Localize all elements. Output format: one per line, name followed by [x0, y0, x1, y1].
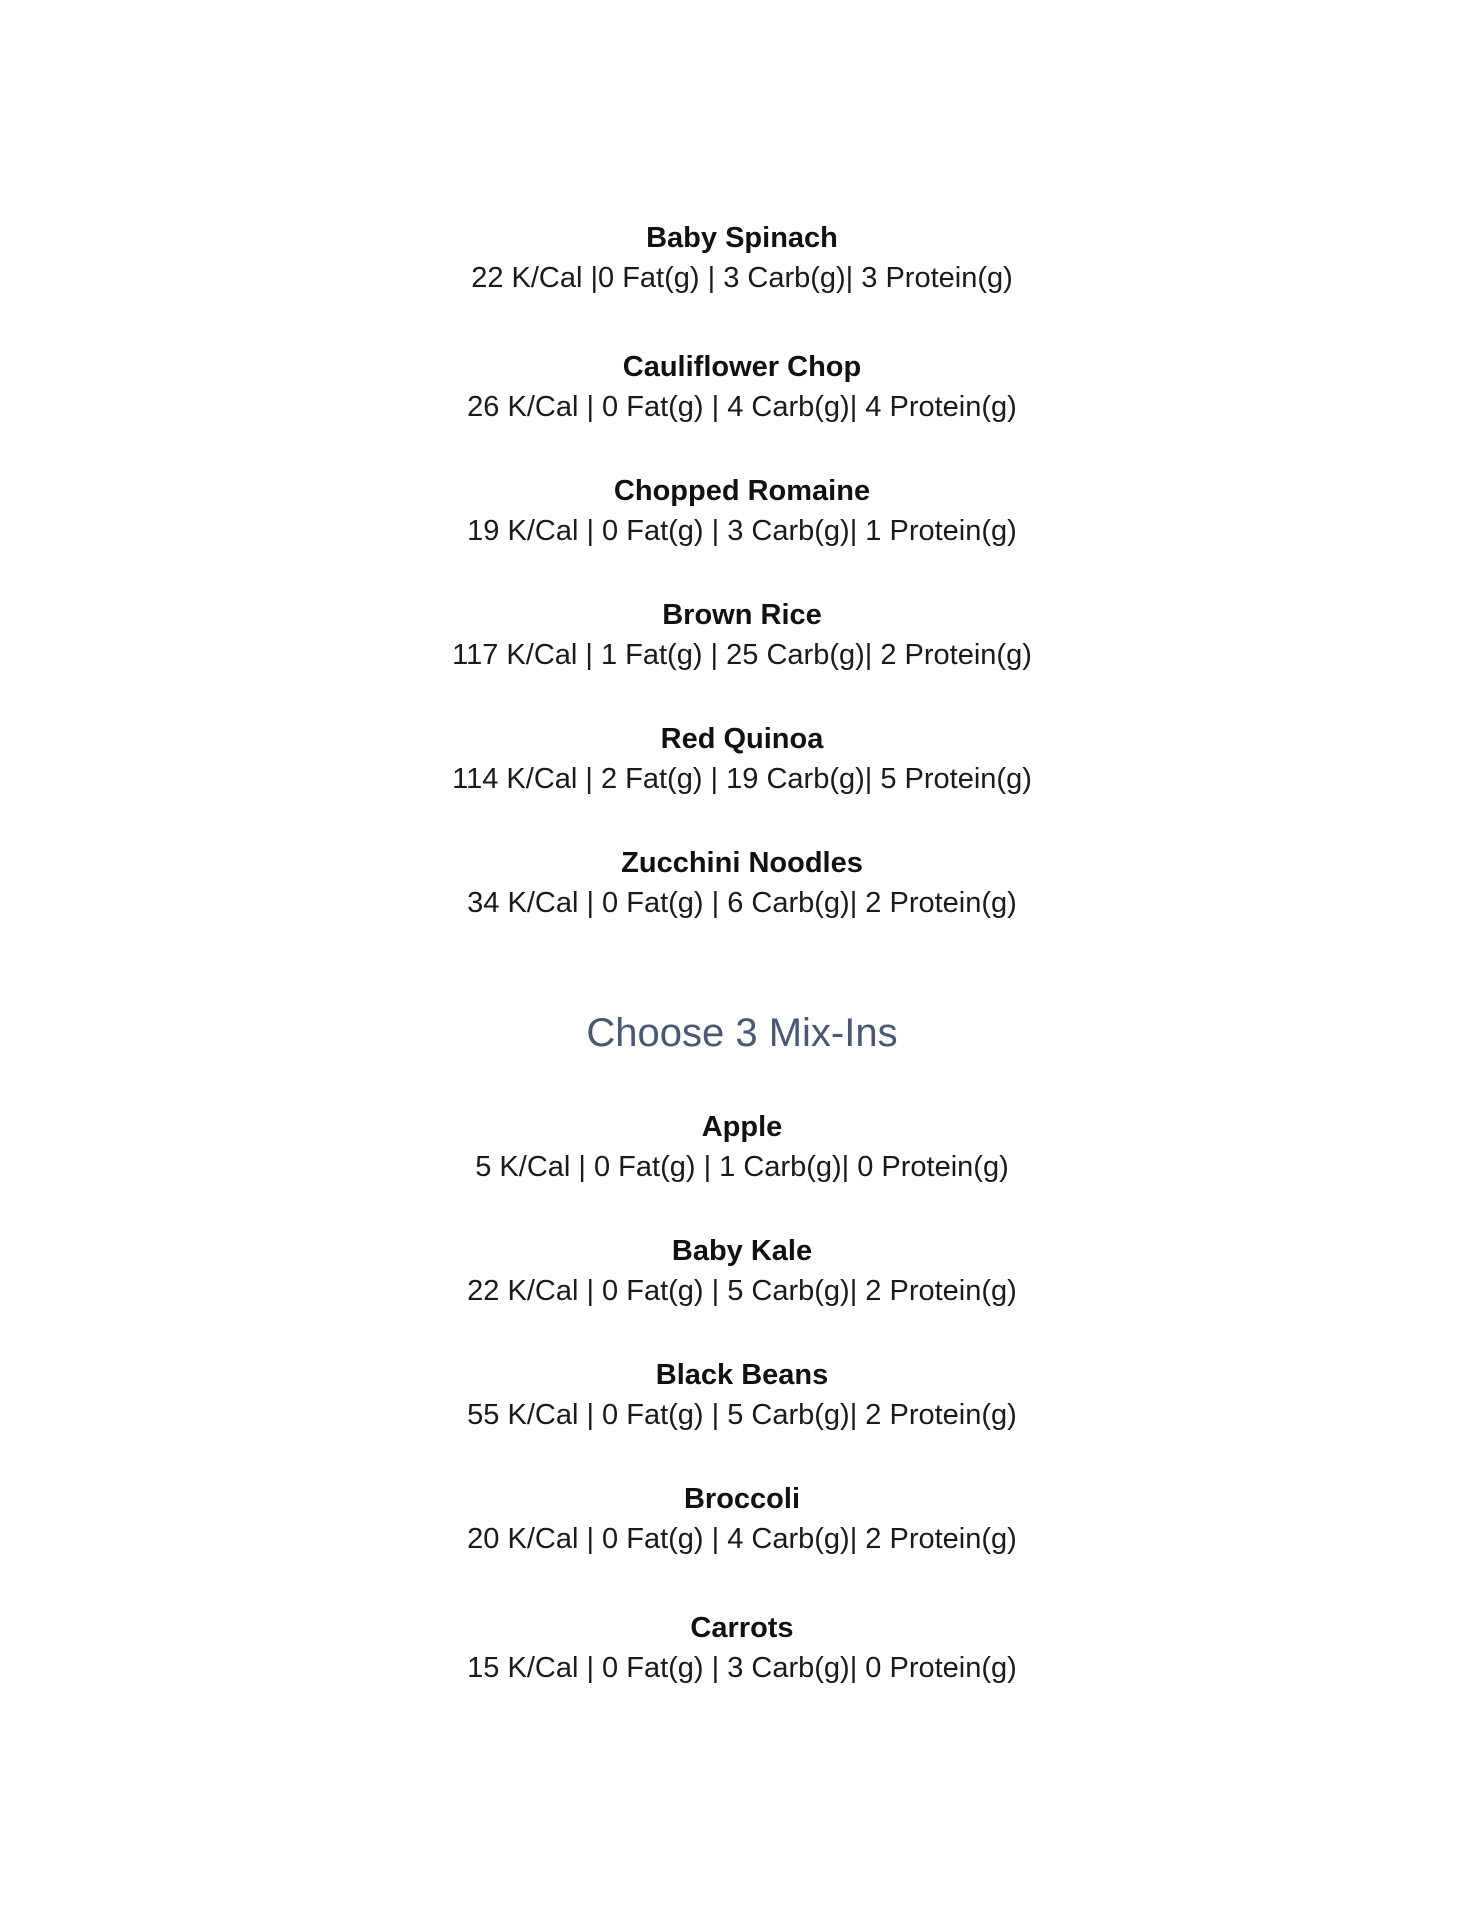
- mixin-item-baby-kale: [0, 1231, 1484, 1311]
- item-name: Chopped Romaine: [613, 475, 871, 507]
- item-nutrition: 22 K/Cal |0 Fat(g) | 3 Carb(g)| 3 Protein(g): [471, 262, 1013, 294]
- item-nutrition: 117 K/Cal | 1 Fat(g) | 25 Carb(g)| 2 Protein(g): [452, 639, 1032, 671]
- item-name: Red Quinoa: [660, 723, 824, 755]
- item-nutrition: 19 K/Cal | 0 Fat(g) | 3 Carb(g)| 1 Protein(g): [467, 515, 1017, 547]
- item-name: Zucchini Noodles: [621, 847, 863, 879]
- item-nutrition: 55 K/Cal | 0 Fat(g) | 5 Carb(g)| 2 Protein(g): [467, 1399, 1017, 1431]
- base-item-chopped-romaine: [0, 471, 1484, 551]
- base-item-red-quinoa: [0, 719, 1484, 799]
- base-item-brown-rice: [0, 595, 1484, 675]
- item-nutrition: 34 K/Cal | 0 Fat(g) | 6 Carb(g)| 2 Protein(g): [467, 887, 1017, 919]
- mixin-item-carrots: [0, 1608, 1484, 1688]
- item-name: Carrots: [690, 1612, 794, 1644]
- item-name: Broccoli: [683, 1483, 801, 1515]
- item-name: Brown Rice: [662, 599, 822, 631]
- item-name: Black Beans: [655, 1359, 829, 1391]
- item-nutrition: 5 K/Cal | 0 Fat(g) | 1 Carb(g)| 0 Protein(g): [475, 1151, 1009, 1183]
- item-name: Cauliflower Chop: [622, 351, 862, 383]
- mixins-heading: Choose 3 Mix-Ins: [586, 1011, 898, 1055]
- mixin-item-black-beans: [0, 1355, 1484, 1435]
- item-nutrition: 22 K/Cal | 0 Fat(g) | 5 Carb(g)| 2 Protein(g): [467, 1275, 1017, 1307]
- item-nutrition: 15 K/Cal | 0 Fat(g) | 3 Carb(g)| 0 Protein(g): [467, 1652, 1017, 1684]
- item-nutrition: 20 K/Cal | 0 Fat(g) | 4 Carb(g)| 2 Protein(g): [467, 1523, 1017, 1555]
- mixin-item-broccoli: [0, 1479, 1484, 1559]
- item-name: Baby Spinach: [646, 222, 838, 254]
- base-item-baby-spinach: [0, 218, 1484, 298]
- item-name: Baby Kale: [671, 1235, 813, 1267]
- base-item-cauliflower-chop: [0, 347, 1484, 427]
- item-name: Apple: [701, 1111, 783, 1143]
- mixin-item-apple: [0, 1107, 1484, 1187]
- base-item-zucchini-noodles: [0, 843, 1484, 923]
- item-nutrition: 26 K/Cal | 0 Fat(g) | 4 Carb(g)| 4 Protein(g): [467, 391, 1017, 423]
- item-nutrition: 114 K/Cal | 2 Fat(g) | 19 Carb(g)| 5 Protein(g): [452, 763, 1032, 795]
